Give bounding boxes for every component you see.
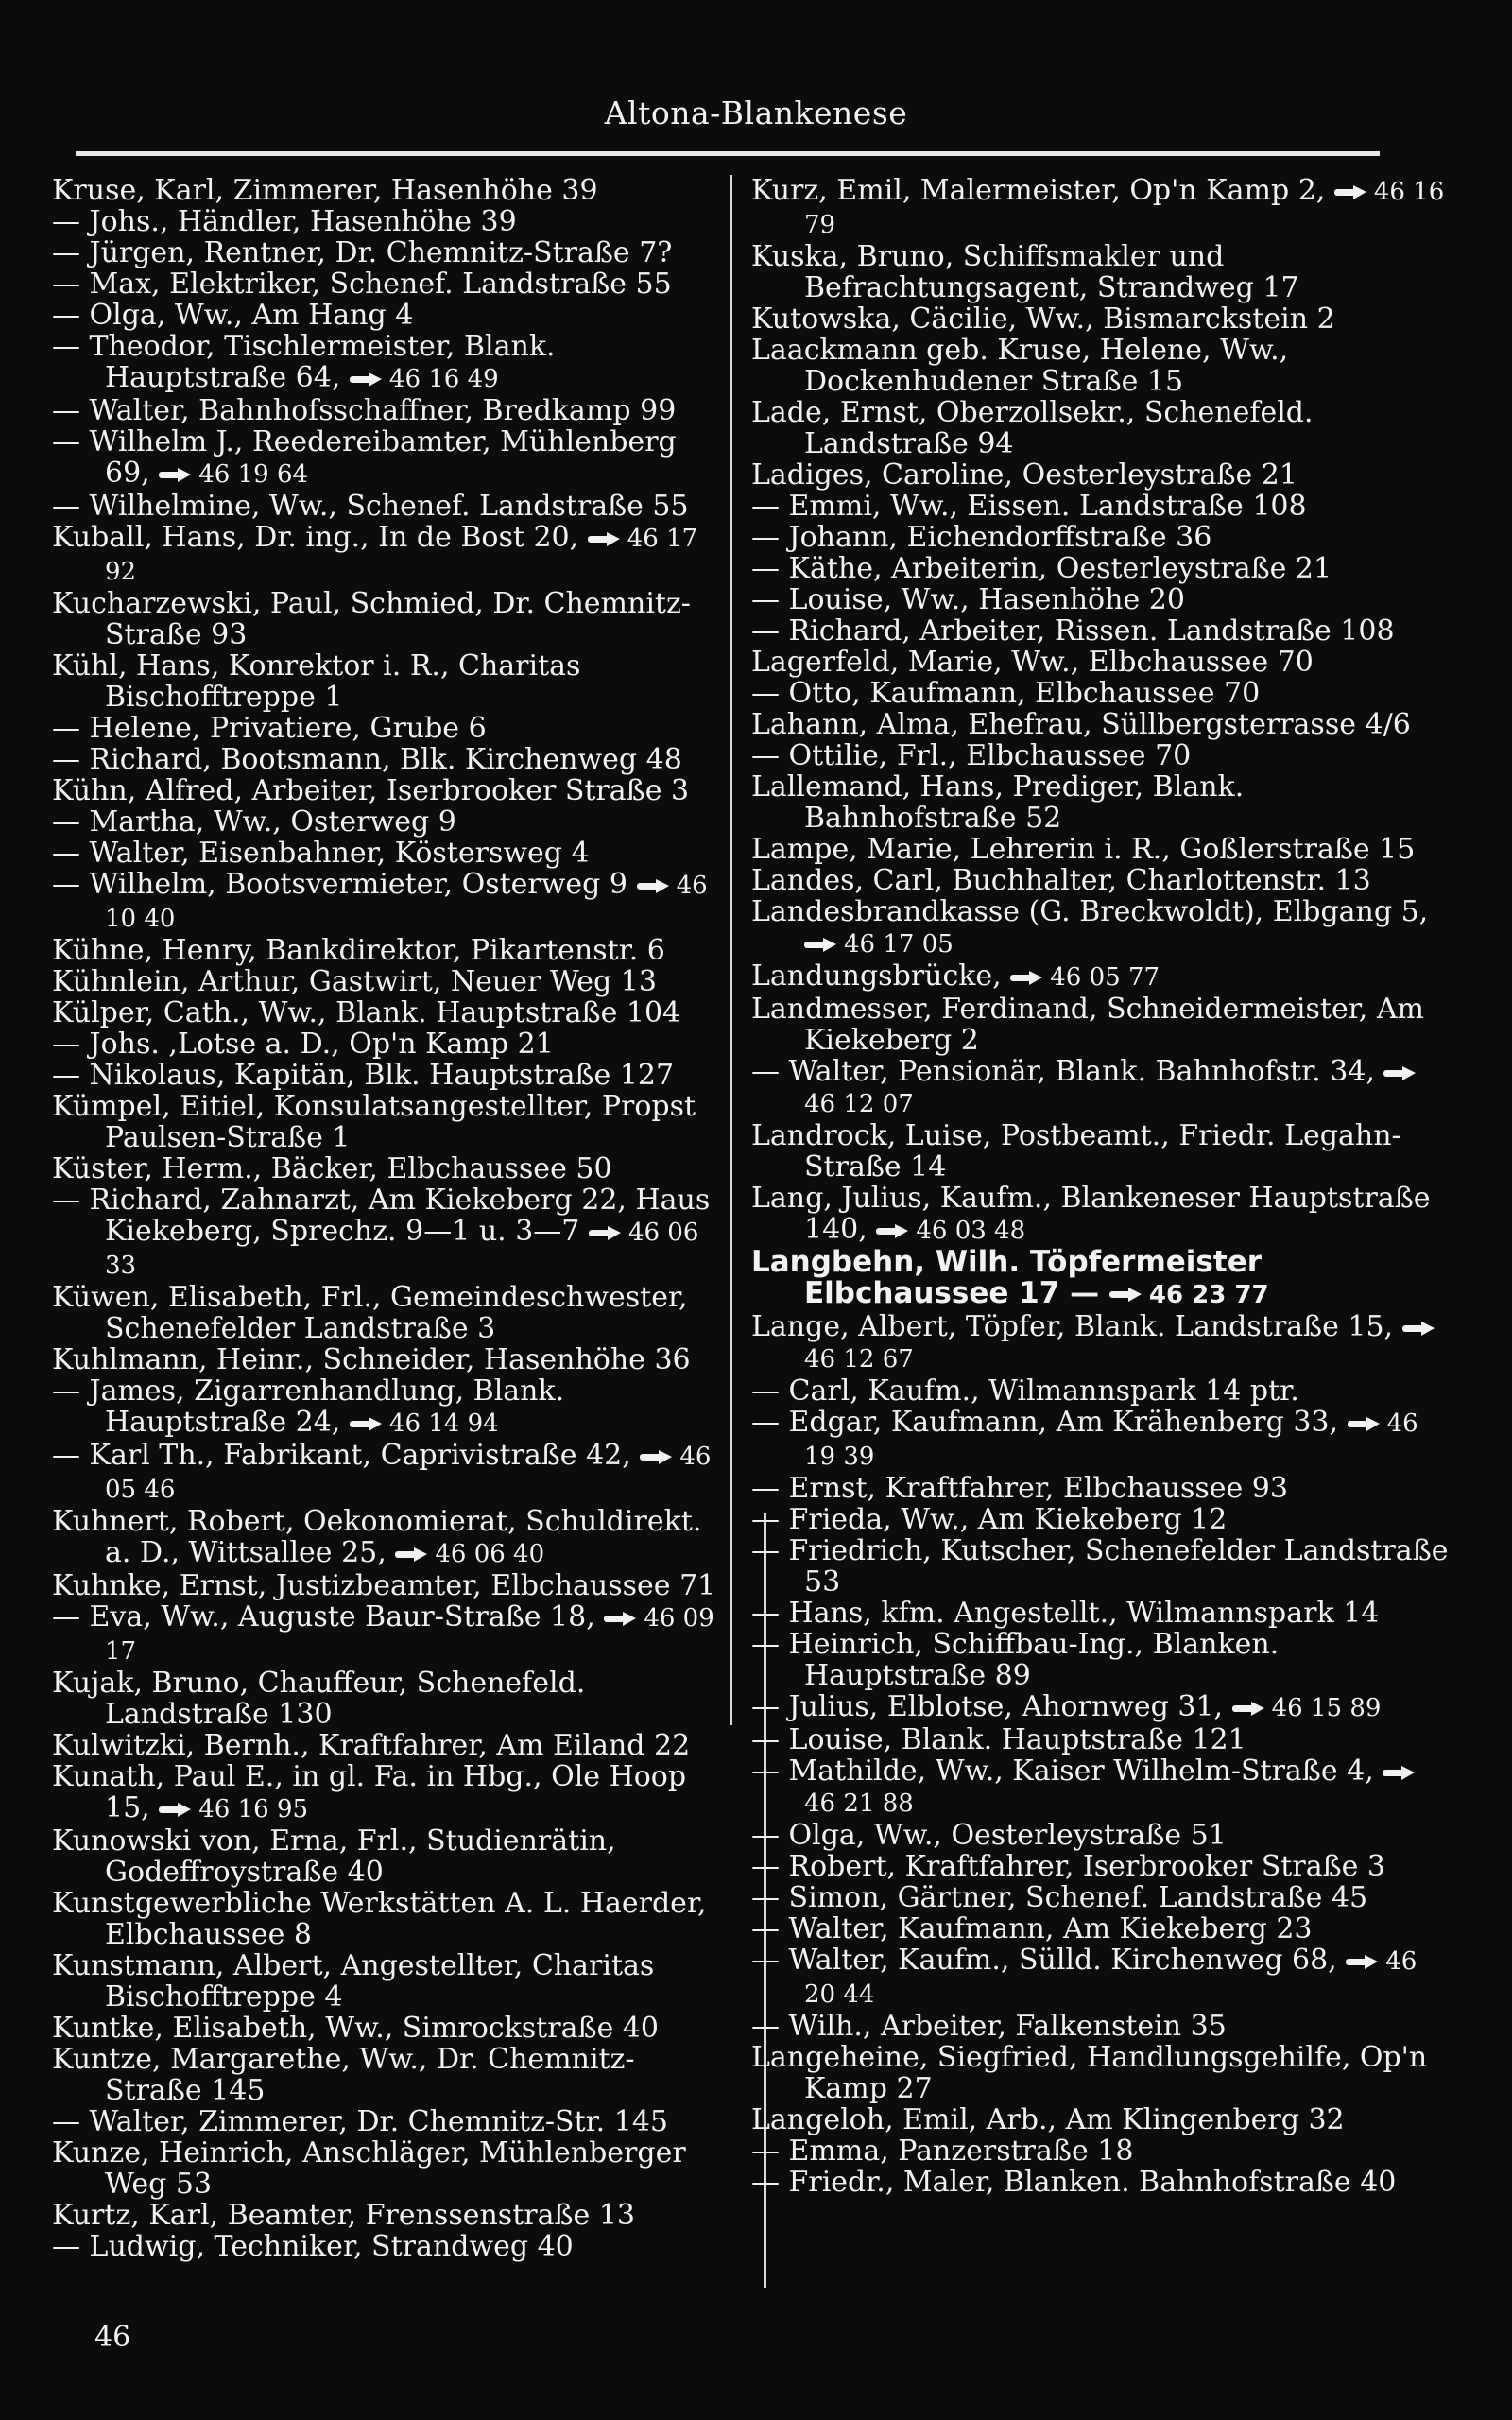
directory-entry <box>751 1375 1451 1407</box>
entry-text: — James, Zigarrenhandlung, Blank. Hauptstraße 24, <box>52 1374 565 1439</box>
telephone-icon <box>350 372 384 387</box>
directory-entry <box>751 647 1451 678</box>
directory-entry <box>751 615 1451 647</box>
column-divider <box>730 175 732 1725</box>
directory-entry <box>52 1060 723 1091</box>
entry-text: — Nikolaus, Kapitän, Blk. Hauptstraße 127 <box>52 1059 675 1092</box>
directory-entry <box>751 771 1451 834</box>
directory-entry <box>52 2044 723 2106</box>
entry-text: — Julius, Elblotse, Ahornweg 31, <box>751 1690 1224 1723</box>
entry-text: — Edgar, Kaufmann, Am Krähenberg 33, <box>751 1406 1339 1439</box>
entry-text: Landrock, Luise, Postbeamt., Friedr. Legahn-Straße 14 <box>751 1119 1401 1184</box>
directory-entry <box>52 237 723 268</box>
entry-text: — Frieda, Ww., Am Kiekeberg 12 <box>751 1503 1228 1536</box>
page-number: 46 <box>94 2321 131 2354</box>
telephone-icon <box>589 1226 623 1240</box>
entry-text: — Richard, Arbeiter, Rissen. Landstraße 108 <box>751 614 1395 648</box>
directory-entry <box>751 2104 1451 2135</box>
telephone-icon <box>1010 971 1044 985</box>
right-column <box>751 175 1451 2198</box>
telephone-icon <box>395 1547 429 1562</box>
entry-text: — Carl, Kaufm., Wilmannspark 14 ptr. <box>751 1374 1299 1408</box>
entry-text: Landungsbrücke, <box>751 959 1002 993</box>
entry-text: — Wilhelmine, Ww., Schenef. Landstraße 55 <box>52 490 689 523</box>
entry-text: Kujak, Bruno, Chauffeur, Schenefeld. Landstraße 130 <box>52 1667 586 1731</box>
entry-text: — Friedrich, Kutscher, Schenefelder Landstraße 53 <box>751 1534 1449 1599</box>
phone-number: 46 03 48 <box>916 1217 1026 1245</box>
entry-text: — Eva, Ww., Auguste Baur-Straße 18, <box>52 1600 595 1634</box>
phone-number: 46 16 95 <box>198 1795 309 1824</box>
entry-text: — Emma, Panzerstraße 18 <box>751 2135 1134 2168</box>
entry-text: Lade, Ernst, Oberzollsekr., Schenefeld. Landstraße 94 <box>751 396 1314 460</box>
directory-entry <box>751 1882 1451 1913</box>
directory-entry <box>52 522 723 588</box>
entry-text: Kulwitzki, Bernh., Kraftfahrer, Am Eiland 22 <box>52 1729 691 1762</box>
entry-text: Landes, Carl, Buchhalter, Charlottenstr. 13 <box>751 864 1371 897</box>
directory-entry <box>751 960 1451 994</box>
entry-text: Kruse, Karl, Zimmerer, Hasenhöhe 39 <box>52 174 598 207</box>
directory-entry <box>52 175 723 206</box>
directory-entry <box>751 1598 1451 1629</box>
directory-entry <box>52 1184 723 1282</box>
left-column <box>52 175 723 2262</box>
directory-entry <box>751 1755 1451 1820</box>
phone-number: 46 17 05 <box>844 930 954 959</box>
phone-number: 46 06 40 <box>435 1540 545 1568</box>
entry-text: — Mathilde, Ww., Kaiser Wilhelm-Straße 4, <box>751 1754 1374 1788</box>
entry-text: Kuhnert, Robert, Oekonomierat, Schuldirekt. a. D., Wittsallee 25, <box>52 1505 702 1569</box>
phone-number: 46 12 07 <box>804 1090 914 1118</box>
entry-text: — Ottilie, Frl., Elbchaussee 70 <box>751 739 1192 772</box>
directory-entry <box>52 1091 723 1153</box>
entry-text: Kühn, Alfred, Arbeiter, Iserbrooker Straße 3 <box>52 774 690 807</box>
entry-text: Kunstmann, Albert, Angestellter, Charitas Bischofftreppe 4 <box>52 1949 655 2014</box>
entry-text: — Richard, Zahnarzt, Am Kiekeberg 22, Haus Kiekeberg, Sprechz. 9—1 u. 3—7 <box>52 1184 711 1248</box>
directory-entry <box>751 1724 1451 1755</box>
phone-number: 46 19 39 <box>804 1409 1418 1471</box>
entry-text: Langeheine, Siegfried, Handlungsgehilfe, Op'n Kamp 27 <box>751 2041 1428 2105</box>
directory-entry <box>52 1761 723 1825</box>
directory-entry <box>52 268 723 300</box>
entry-text: Kühnlein, Arthur, Gastwirt, Neuer Weg 13 <box>52 965 657 998</box>
telephone-icon <box>1348 1417 1382 1431</box>
entry-text: Küwen, Elisabeth, Frl., Gemeindeschwester, Schenefelder Landstraße 3 <box>52 1281 688 1345</box>
phone-number: 46 14 94 <box>388 1409 499 1438</box>
directory-entry <box>751 2011 1451 2042</box>
directory-entry <box>751 459 1451 491</box>
entry-text: Lang, Julius, Kaufm., Blankeneser Hauptstraße 140, <box>751 1182 1431 1246</box>
entry-text: — Walter, Kaufm., Sülld. Kirchenweg 68, <box>751 1944 1337 1977</box>
directory-entry <box>751 1820 1451 1851</box>
telephone-icon <box>637 879 671 893</box>
entry-text: Lange, Albert, Töpfer, Blank. Landstraße 15, <box>751 1310 1394 1343</box>
phone-number: 46 05 46 <box>105 1443 712 1504</box>
entry-text: — Hans, kfm. Angestellt., Wilmannspark 14 <box>751 1597 1380 1630</box>
telephone-icon <box>1383 1766 1417 1780</box>
entry-text: — Käthe, Arbeiterin, Oesterleystraße 21 <box>751 552 1332 585</box>
directory-entry <box>751 335 1451 397</box>
directory-entry <box>52 2231 723 2262</box>
entry-text: — Johs., Händler, Hasenhöhe 39 <box>52 205 517 238</box>
entry-text: Lallemand, Hans, Prediger, Blank. Bahnhofstraße 52 <box>751 770 1245 835</box>
entry-text: — Walter, Zimmerer, Dr. Chemnitz-Str. 145 <box>52 2105 669 2138</box>
directory-entry <box>52 2137 723 2200</box>
phone-number: 46 19 64 <box>198 460 309 489</box>
directory-entry <box>52 300 723 331</box>
entry-text: Kunstgewerbliche Werkstätten A. L. Haerder, Elbchaussee 8 <box>52 1887 707 1951</box>
directory-entry <box>751 1913 1451 1945</box>
entry-text: Lahann, Alma, Ehefrau, Süllbergsterrasse 4/6 <box>751 708 1411 741</box>
entry-text: — Heinrich, Schiffbau-Ing., Blanken. Hauptstraße 89 <box>751 1628 1280 1692</box>
entry-text: Kuntze, Margarethe, Ww., Dr. Chemnitz-Straße 145 <box>52 2043 635 2107</box>
directory-entry <box>751 1535 1451 1598</box>
entry-text: Lampe, Marie, Lehrerin i. R., Goßlerstraße 15 <box>751 833 1416 866</box>
telephone-icon <box>876 1224 910 1238</box>
directory-entry <box>52 588 723 650</box>
directory-entry <box>751 1311 1451 1375</box>
entry-text: Küster, Herm., Bäcker, Elbchaussee 50 <box>52 1152 612 1185</box>
entry-text: Kurz, Emil, Malermeister, Op'n Kamp 2, <box>751 174 1326 207</box>
entry-text: — Walter, Bahnhofsschaffner, Bredkamp 99 <box>52 394 677 427</box>
entry-text: Külper, Cath., Ww., Blank. Hauptstraße 104 <box>52 996 681 1029</box>
phone-number: 46 06 33 <box>105 1219 699 1280</box>
directory-entry <box>751 584 1451 615</box>
entry-text: — Johann, Eichendorffstraße 36 <box>751 521 1212 554</box>
directory-entry <box>52 2106 723 2137</box>
directory-entry <box>751 865 1451 896</box>
directory-entry <box>52 206 723 237</box>
entry-text: — Louise, Ww., Hasenhöhe 20 <box>751 583 1185 616</box>
directory-entry <box>52 1344 723 1375</box>
entry-text: — Emmi, Ww., Eissen. Landstraße 108 <box>751 490 1307 523</box>
telephone-icon <box>159 468 193 482</box>
directory-entry <box>751 1945 1451 2011</box>
phone-number: 46 23 77 <box>1148 1281 1269 1309</box>
telephone-icon <box>1383 1066 1418 1080</box>
directory-entry <box>751 397 1451 459</box>
entry-text: — Olga, Ww., Am Hang 4 <box>52 299 414 332</box>
directory-entry <box>52 838 723 869</box>
entry-text: Ladiges, Caroline, Oesterleystraße 21 <box>751 458 1297 492</box>
directory-entry <box>52 966 723 997</box>
header-rule <box>76 151 1380 156</box>
directory-entry <box>52 1375 723 1440</box>
entry-text: Kucharzewski, Paul, Schmied, Dr. Chemnitz-Straße 93 <box>52 587 691 651</box>
entry-text: — Wilhelm, Bootsvermieter, Osterweg 9 <box>52 868 628 901</box>
directory-entry <box>751 678 1451 709</box>
directory-entry <box>52 1570 723 1601</box>
directory-entry <box>52 806 723 838</box>
directory-entry <box>751 1473 1451 1504</box>
directory-entry <box>751 1407 1451 1473</box>
phone-number: 46 21 88 <box>804 1789 914 1818</box>
entry-text: Kunze, Heinrich, Anschläger, Mühlenberger Weg 53 <box>52 2136 686 2201</box>
directory-entry <box>52 1730 723 1761</box>
entry-text: Lagerfeld, Marie, Ww., Elbchaussee 70 <box>751 646 1314 679</box>
directory-entry <box>751 2167 1451 2198</box>
directory-entry <box>52 2200 723 2231</box>
directory-entry <box>52 1282 723 1344</box>
entry-text: Kutowska, Cäcilie, Ww., Bismarckstein 2 <box>751 302 1335 336</box>
entry-text: — Richard, Bootsmann, Blk. Kirchenweg 48 <box>52 743 682 776</box>
directory-entry <box>751 834 1451 865</box>
directory-entry <box>52 426 723 491</box>
directory-entry <box>52 331 723 395</box>
directory-entry <box>751 1851 1451 1882</box>
entry-text: — Louise, Blank. Hauptstraße 121 <box>751 1723 1246 1756</box>
directory-entry <box>751 1183 1451 1247</box>
telephone-icon <box>1346 1955 1380 1969</box>
entry-text: — Ludwig, Techniker, Strandweg 40 <box>52 2230 574 2263</box>
telephone-icon <box>350 1417 384 1431</box>
directory-entry <box>751 1247 1451 1311</box>
directory-entry <box>52 395 723 426</box>
page-header: Altona-Blankenese <box>604 95 908 131</box>
entry-text: — Simon, Gärtner, Schenef. Landstraße 45 <box>751 1881 1368 1914</box>
phone-number: 46 05 77 <box>1050 963 1160 992</box>
telephone-icon <box>1232 1702 1266 1716</box>
directory-entry <box>751 553 1451 584</box>
directory-entry <box>52 744 723 775</box>
entry-text: Kuhnke, Ernst, Justizbeamter, Elbchaussee 71 <box>52 1569 716 1602</box>
directory-entry <box>52 1028 723 1060</box>
phone-number: 46 12 67 <box>804 1345 914 1374</box>
directory-entry <box>751 241 1451 303</box>
telephone-icon <box>640 1450 674 1464</box>
entry-text: Langbehn, Wilh. Töpfermeister Elbchaussee 17 — <box>751 1245 1263 1310</box>
entry-text: — Theodor, Tischlermeister, Blank. Hauptstraße 64, <box>52 330 556 394</box>
entry-text: Kuntke, Elisabeth, Ww., Simrockstraße 40 <box>52 2012 659 2045</box>
directory-entry <box>751 1691 1451 1724</box>
phone-number: 46 15 89 <box>1271 1694 1382 1722</box>
entry-text: — Walter, Eisenbahner, Köstersweg 4 <box>52 837 590 870</box>
phone-number: 46 16 79 <box>804 178 1445 239</box>
directory-entry <box>52 650 723 713</box>
entry-text: — Wilhelm J., Reedereibamter, Mühlenberg 69, <box>52 425 677 490</box>
entry-text: Langeloh, Emil, Arb., Am Klingenberg 32 <box>751 2103 1345 2136</box>
directory-entry <box>751 1056 1451 1120</box>
phone-number: 46 10 40 <box>105 872 708 933</box>
entry-text: Kunowski von, Erna, Frl., Studienrätin, Godeffroystraße 40 <box>52 1824 616 1889</box>
entry-text: — Otto, Kaufmann, Elbchaussee 70 <box>751 677 1261 710</box>
phone-number: 46 20 44 <box>804 1947 1418 2009</box>
entry-text: — Helene, Privatiere, Grube 6 <box>52 712 487 745</box>
directory-entry <box>52 1950 723 2013</box>
entry-text: — Karl Th., Fabrikant, Caprivistraße 42, <box>52 1439 631 1472</box>
directory-entry <box>751 709 1451 740</box>
directory-entry <box>52 1153 723 1184</box>
directory-entry <box>751 896 1451 960</box>
telephone-icon <box>1109 1288 1143 1302</box>
directory-entry <box>751 1629 1451 1691</box>
directory-entry <box>52 2013 723 2044</box>
telephone-icon <box>588 532 622 546</box>
directory-entry <box>751 175 1451 241</box>
entry-text: Kümpel, Eitiel, Konsulatsangestellter, Propst Paulsen-Straße 1 <box>52 1090 696 1154</box>
directory-entry <box>751 1504 1451 1535</box>
directory-entry <box>751 1120 1451 1183</box>
phone-number: 46 09 17 <box>105 1604 714 1666</box>
entry-text: — Walter, Kaufmann, Am Kiekeberg 23 <box>751 1912 1313 1945</box>
entry-text: Kunath, Paul E., in gl. Fa. in Hbg., Ole Hoop 15, <box>52 1760 687 1824</box>
directory-entry <box>52 1825 723 1888</box>
entry-text: Kuska, Bruno, Schiffsmakler und Befrachtungsagent, Strandweg 17 <box>751 240 1299 304</box>
phone-number: 46 17 92 <box>105 525 698 586</box>
directory-entry <box>52 1601 723 1668</box>
entry-text: Kurtz, Karl, Beamter, Frenssenstraße 13 <box>52 2199 635 2232</box>
entry-text: Kuball, Hans, Dr. ing., In de Bost 20, <box>52 521 579 554</box>
directory-entry <box>52 869 723 935</box>
directory-entry <box>52 935 723 966</box>
entry-text: — Friedr., Maler, Blanken. Bahnhofstraße 40 <box>751 2166 1397 2199</box>
telephone-icon <box>804 938 838 952</box>
directory-entry <box>751 2042 1451 2104</box>
directory-entry <box>52 775 723 806</box>
entry-text: — Max, Elektriker, Schenef. Landstraße 55 <box>52 268 672 301</box>
entry-text: Kuhlmann, Heinr., Schneider, Hasenhöhe 36 <box>52 1343 691 1376</box>
entry-text: — Olga, Ww., Oesterleystraße 51 <box>751 1819 1227 1852</box>
entry-text: — Jürgen, Rentner, Dr. Chemnitz-Straße 7? <box>52 236 673 269</box>
directory-entry <box>52 1440 723 1506</box>
directory-entry <box>751 491 1451 522</box>
directory-entry <box>751 522 1451 553</box>
entry-text: Landesbrandkasse (G. Breckwoldt), Elbgang 5, <box>751 895 1429 928</box>
entry-text: — Ernst, Kraftfahrer, Elbchaussee 93 <box>751 1472 1288 1505</box>
telephone-icon <box>604 1612 638 1626</box>
directory-entry <box>52 491 723 522</box>
directory-entry <box>751 2135 1451 2167</box>
entry-text: Kühl, Hans, Konrektor i. R., Charitas Bischofftreppe 1 <box>52 649 581 714</box>
entry-text: Landmesser, Ferdinand, Schneidermeister, Am Kiekeberg 2 <box>751 993 1424 1057</box>
entry-text: — Wilh., Arbeiter, Falkenstein 35 <box>751 2010 1227 2043</box>
directory-entry <box>52 1888 723 1950</box>
telephone-icon <box>1334 185 1368 199</box>
telephone-icon <box>1402 1322 1436 1336</box>
entry-text: Laackmann geb. Kruse, Helene, Ww., Dockenhudener Straße 15 <box>751 334 1289 398</box>
directory-entry <box>751 740 1451 771</box>
directory-entry <box>52 997 723 1028</box>
directory-entry <box>52 1668 723 1730</box>
directory-entry <box>52 713 723 744</box>
entry-text: Kühne, Henry, Bankdirektor, Pikartenstr. 6 <box>52 934 665 967</box>
entry-text: — Johs. ,Lotse a. D., Op'n Kamp 21 <box>52 1028 554 1061</box>
directory-entry <box>52 1506 723 1570</box>
entry-text: — Martha, Ww., Osterweg 9 <box>52 805 456 838</box>
telephone-icon <box>159 1803 193 1817</box>
directory-entry <box>751 994 1451 1056</box>
entry-text: — Walter, Pensionär, Blank. Bahnhofstr. 34, <box>751 1055 1375 1088</box>
entry-text: — Robert, Kraftfahrer, Iserbrooker Straße 3 <box>751 1850 1386 1883</box>
phone-number: 46 16 49 <box>388 365 499 393</box>
directory-entry <box>751 303 1451 335</box>
